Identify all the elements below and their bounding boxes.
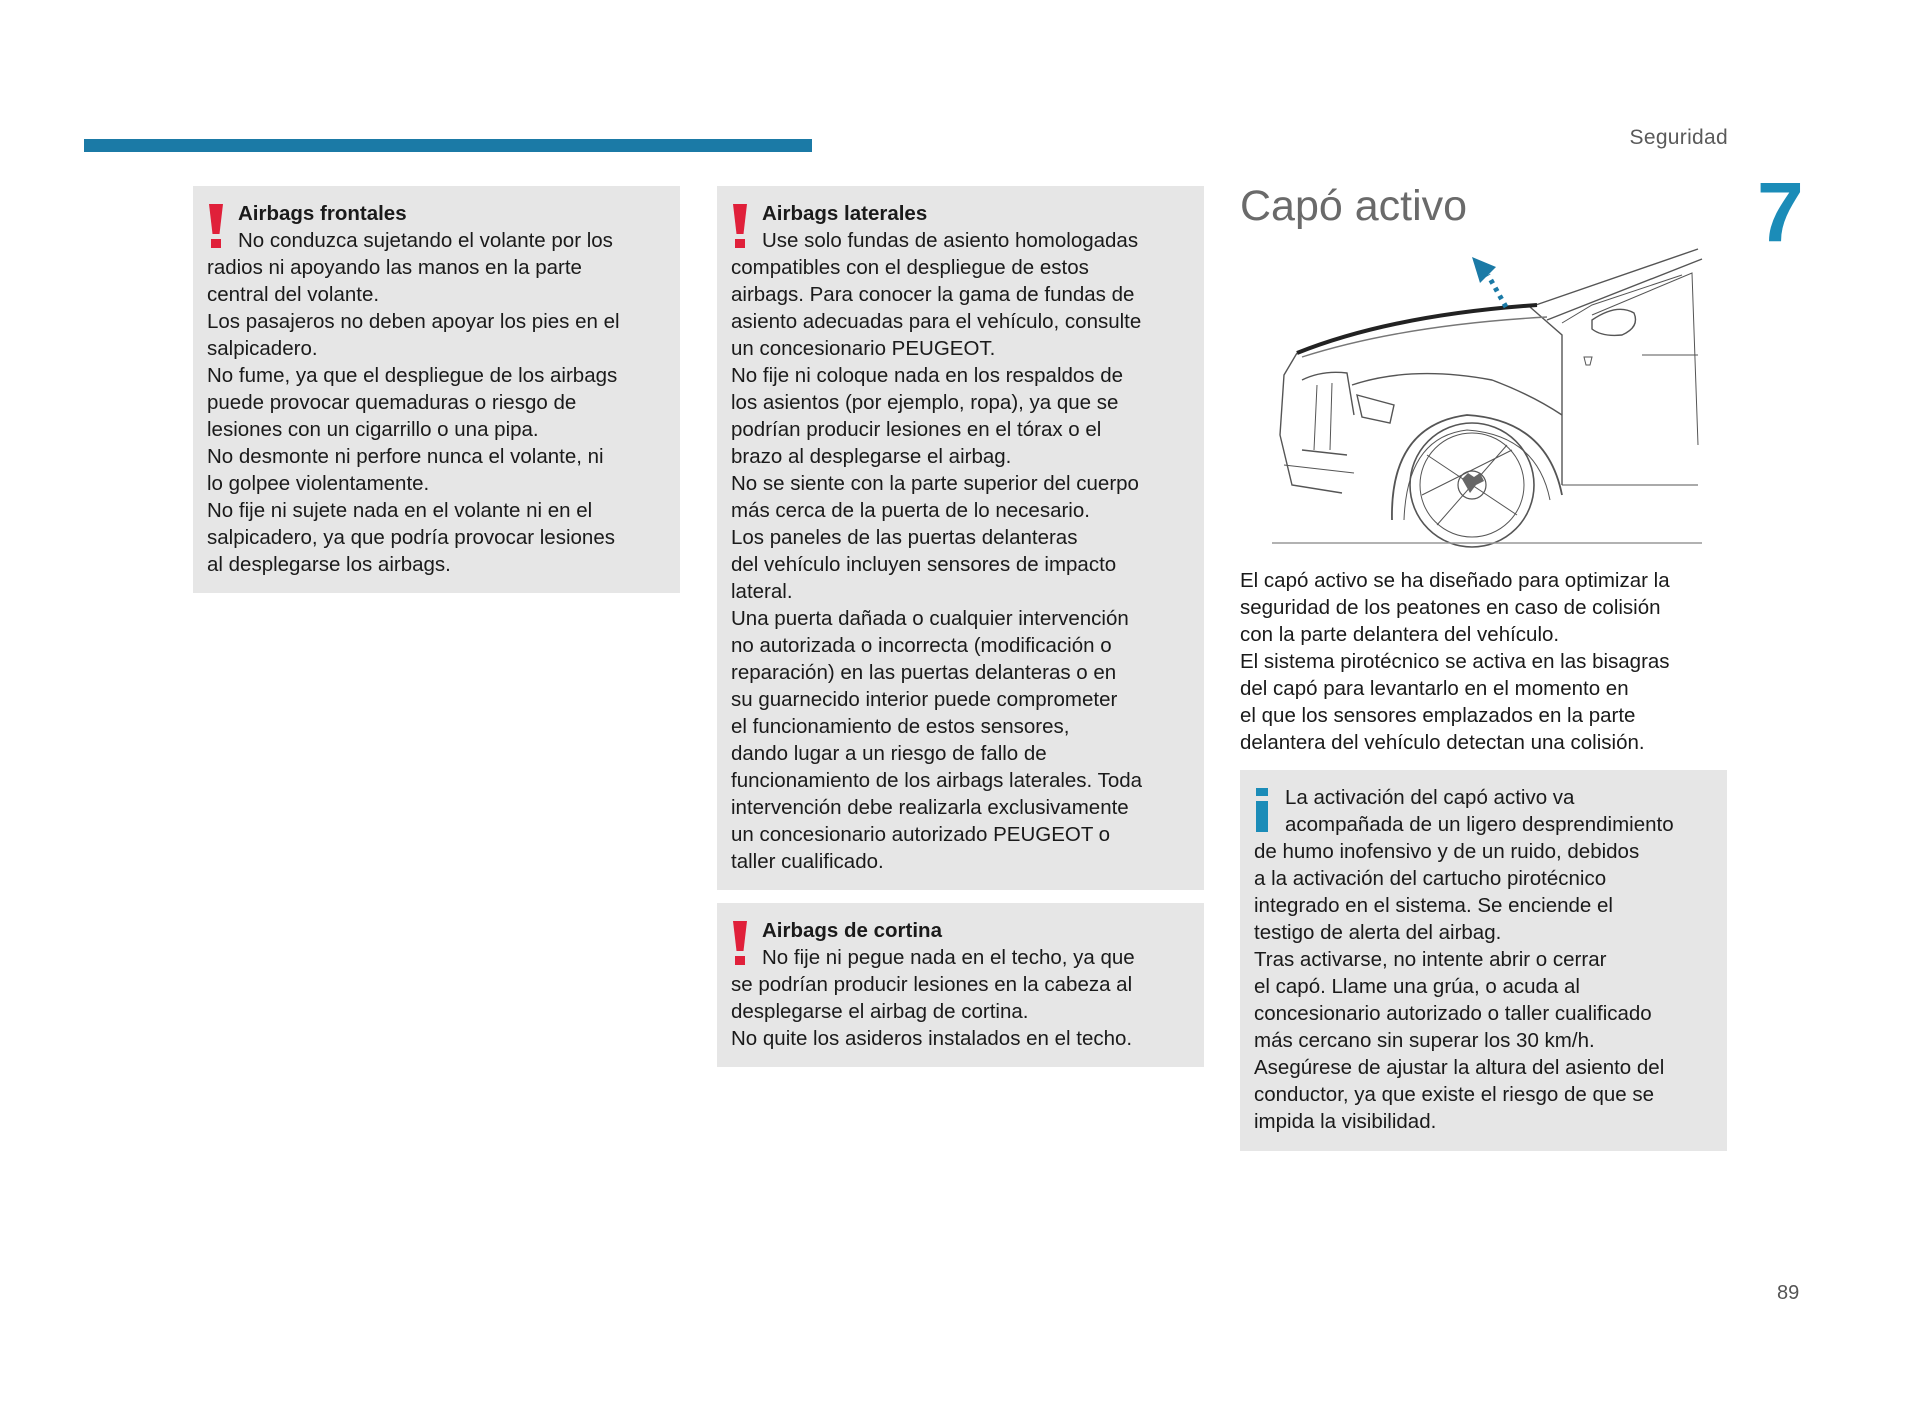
box-text-line: reparación) en las puertas delanteras o en (731, 661, 1117, 684)
box-text-line: No conduzca sujetando el volante por los (238, 229, 613, 252)
header-accent-bar (84, 139, 812, 152)
box-text-line: airbags. Para conocer la gama de fundas de (731, 283, 1135, 306)
box-text-line: No fije ni pegue nada en el techo, ya que (762, 946, 1135, 969)
box-text-line: testigo de alerta del airbag. (1254, 921, 1502, 944)
box-text-line: concesionario autorizado o taller cualificado (1254, 1002, 1652, 1025)
box-title: Airbags de cortina (762, 919, 942, 942)
warning-box-airbags-frontales (193, 186, 680, 593)
box-text-line: al desplegarse los airbags. (207, 553, 451, 576)
box-text-line: taller cualificado. (731, 850, 884, 873)
box-text-line: No fume, ya que el despliegue de los airbags (207, 364, 618, 387)
chapter-number: 7 (1757, 165, 1804, 259)
box-text-line: dando lugar a un riesgo de fallo de (731, 742, 1047, 765)
page-number: 89 (1777, 1282, 1800, 1304)
box-text-line: lo golpee violentamente. (207, 472, 430, 495)
box-text-line: No desmonte ni perfore nunca el volante, ni (207, 445, 604, 468)
box-text-line: más cerca de la puerta de lo necesario. (731, 499, 1090, 522)
box-text-line: funcionamiento de los airbags laterales. Toda (731, 769, 1143, 792)
box-text-line: lesiones con un cigarrillo o una pipa. (207, 418, 539, 441)
box-text-line: salpicadero. (207, 337, 318, 360)
box-text-line: acompañada de un ligero desprendimiento (1285, 813, 1674, 836)
warning-exclamation-icon (207, 204, 225, 250)
paragraph-line: el que los sensores emplazados en la parte (1240, 704, 1636, 727)
box-text-line: radios ni apoyando las manos en la parte (207, 256, 582, 279)
box-title: Airbags laterales (762, 202, 928, 225)
box-text-line: integrado en el sistema. Se enciende el (1254, 894, 1613, 917)
warning-box-airbags-laterales (717, 186, 1204, 890)
box-title: Airbags frontales (238, 202, 407, 225)
warning-exclamation-icon (731, 921, 749, 967)
box-text-line: el capó. Llame una grúa, o acuda al (1254, 975, 1580, 998)
box-text-line: Una puerta dañada o cualquier intervención (731, 607, 1129, 630)
box-text-line: puede provocar quemaduras o riesgo de (207, 391, 577, 414)
box-text-line: un concesionario autorizado PEUGEOT o (731, 823, 1111, 846)
info-icon (1254, 788, 1270, 834)
box-text-line: podrían producir lesiones en el tórax o el (731, 418, 1102, 441)
box-text-line: Use solo fundas de asiento homologadas (762, 229, 1139, 252)
box-text-line: Tras activarse, no intente abrir o cerrar (1254, 948, 1607, 971)
box-text-line: un concesionario PEUGEOT. (731, 337, 996, 360)
warning-box-airbags-cortina (717, 903, 1204, 1067)
box-text-line: Asegúrese de ajustar la altura del asiento del (1254, 1056, 1665, 1079)
box-text-line: Los pasajeros no deben apoyar los pies en el (207, 310, 620, 333)
box-text-line: su guarnecido interior puede comprometer (731, 688, 1118, 711)
box-text-line: a la activación del cartucho pirotécnico (1254, 867, 1607, 890)
capo-activo-title: Capó activo (1240, 182, 1468, 230)
box-text-line: central del volante. (207, 283, 380, 306)
box-text-line: de humo inofensivo y de un ruido, debidos (1254, 840, 1640, 863)
box-text-line: del vehículo incluyen sensores de impacto (731, 553, 1117, 576)
box-text-line: se podrían producir lesiones en la cabeza al (731, 973, 1133, 996)
box-text-line: No se siente con la parte superior del cuerpo (731, 472, 1139, 495)
box-text-line: compatibles con el despliegue de estos (731, 256, 1089, 279)
box-text-line: más cercano sin superar los 30 km/h. (1254, 1029, 1595, 1052)
capo-activo-description (1240, 567, 1670, 756)
warning-exclamation-icon (731, 204, 749, 250)
box-text-line: intervención debe realizarla exclusivamente (731, 796, 1129, 819)
paragraph-line: El sistema pirotécnico se activa en las bisagras (1240, 650, 1670, 673)
box-text-line: impida la visibilidad. (1254, 1110, 1437, 1133)
paragraph-line: con la parte delantera del vehículo. (1240, 623, 1560, 646)
paragraph-line: del capó para levantarlo en el momento en (1240, 677, 1629, 700)
box-text-line: No fije ni coloque nada en los respaldos de (731, 364, 1124, 387)
box-text-line: el funcionamiento de estos sensores, (731, 715, 1070, 738)
box-text-line: los asientos (por ejemplo, ropa), ya que se (731, 391, 1119, 414)
box-text-line: No quite los asideros instalados en el techo. (731, 1027, 1133, 1050)
box-text-line: Los paneles de las puertas delanteras (731, 526, 1078, 549)
paragraph-line: seguridad de los peatones en caso de colisión (1240, 596, 1661, 619)
box-text-line: lateral. (731, 580, 793, 603)
box-text-line: desplegarse el airbag de cortina. (731, 1000, 1029, 1023)
box-text-line: conductor, ya que existe el riesgo de que se (1254, 1083, 1655, 1106)
car-active-bonnet-illustration (1262, 245, 1714, 560)
info-box-capo-activo (1240, 770, 1727, 1151)
box-text-line: La activación del capó activo va (1285, 786, 1575, 809)
section-title: Seguridad (1629, 126, 1728, 149)
box-text-line: brazo al desplegarse el airbag. (731, 445, 1012, 468)
box-text-line: No fije ni sujete nada en el volante ni en el (207, 499, 593, 522)
box-text-line: salpicadero, ya que podría provocar lesiones (207, 526, 615, 549)
box-text-line: no autorizada o incorrecta (modificación o (731, 634, 1112, 657)
box-text-line: asiento adecuadas para el vehículo, consulte (731, 310, 1142, 333)
paragraph-line: delantera del vehículo detectan una colisión. (1240, 731, 1645, 754)
paragraph-line: El capó activo se ha diseñado para optimizar la (1240, 569, 1670, 592)
